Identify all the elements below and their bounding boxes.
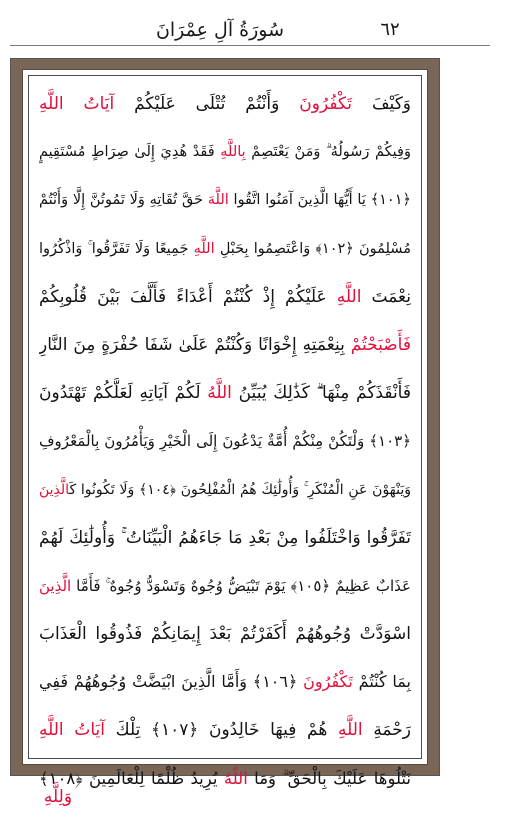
verse-text: بِمَا كُنْتُمْ [352,672,411,692]
verse-line [39,225,411,273]
verse-line [39,706,411,754]
verse-line [39,514,411,562]
verse-text: عَذَابٌ عَظِيمٌ ﴿١٠٥﴾ يَوْمَ تَبْيَضُّ وُجُوهٌ وَتَسْوَدُّ وُجُوهٌ ۚ فَأَمَّا [71,576,411,595]
verse-line [39,658,411,706]
verse-line [39,417,411,465]
frame-border [22,69,428,788]
highlighted-word: الَّذِينَ [39,576,72,595]
page-header [0,0,518,58]
highlighted-word: الَّذِينَ [39,481,70,498]
verse-line [39,321,411,369]
verse-text: فَقَدْ هُدِيَ إِلَىٰ صِرَاطٍ مُسْتَقِيمٍ [39,144,221,161]
verse-text: حَقَّ تُقَاتِهِ وَلَا تَمُوتُنَّ إِلَّا وَأَنْتُمْ [39,192,208,209]
verse-line [39,80,411,128]
verse-text: تَفَرَّقُوا وَاخْتَلَفُوا مِنْ بَعْدِ مَا جَاءَهُمُ الْبَيِّنَاتُ ۚ وَأُولَٰئِكَ لَهُمْ [39,527,411,548]
verse-text: وَأَنْتُمْ تُتْلَى عَلَيْكُمْ [114,94,300,114]
verse-text: هُمْ فِيهَا خَالِدُونَ ﴿١٠٧﴾ تِلْكَ [104,720,338,741]
verse-text: ﴿١٠٣﴾ وَلْتَكُنْ مِنْكُمْ أُمَّةٌ يَدْعُونَ إِلَى الْخَيْرِ وَيَأْمُرُونَ بِالْمَعْرُوفِ [39,432,411,451]
verse-line [39,273,411,321]
highlighted-word: فَأَصْبَحْتُمْ [350,334,411,355]
verse-line [39,755,411,803]
verse-text: نِعْمَتَ [361,286,411,307]
verse-text: ﴿١٠٦﴾ وَأَمَّا الَّذِينَ ابْيَضَّتْ وُجُوهُهُمْ فَفِي [39,672,304,692]
verse-line [39,369,411,417]
verse-line [39,176,411,224]
verse-text: جَمِيعًا وَلَا تَفَرَّقُوا ۚ وَاذْكُرُوا [39,240,194,257]
highlighted-word: بِاللَّهِ [220,144,246,161]
page-frame [10,58,440,788]
verse-text: يُرِيدُ ظُلْمًا لِلْعَالَمِينَ ﴿١٠٨﴾ [39,768,224,788]
verse-text: ﴿١٠١﴾ يَا أَيُّهَا الَّذِينَ آمَنُوا اتَّقُوا [228,192,411,209]
highlighted-word: آيَاتُ اللَّهِ [39,94,115,114]
verse-text: بِنِعْمَتِهِ إِخْوَانًا وَكُنْتُمْ عَلَىٰ شَفَا حُفْرَةٍ مِنَ النَّارِ [39,334,351,355]
highlighted-word: اللَّهِ [336,286,362,307]
verse-line [39,610,411,658]
highlighted-word: اللَّهِ [193,240,215,257]
verse-text: نَتْلُوهَا عَلَيْكَ بِالْحَقِّ ۗ وَمَا [247,768,411,788]
verse-text: وَفِيكُمْ رَسُولُهُ ۗ وَمَنْ يَعْتَصِمْ [245,144,411,161]
verse-text: فَأَنْقَذَكُمْ مِنْهَا ۗ كَذَٰلِكَ يُبَيِّنُ [231,383,411,404]
verse-text: مُسْلِمُونَ ﴿١٠٢﴾ وَاعْتَصِمُوا بِحَبْلِ [214,240,411,257]
header-rule [10,45,490,46]
text-panel [28,75,422,788]
highlighted-word: اللَّهُ [207,383,232,404]
highlighted-word: آيَاتُ اللَّهِ [39,720,105,741]
highlighted-word: اللَّهُ [223,768,248,788]
surah-title: سُورَةُ آلِ عِمْرَانَ [155,19,285,41]
highlighted-word: تَكْفُرُونَ [299,94,353,114]
footer-catchword: وَلِلَّهِ [43,787,73,807]
verse-line [39,466,411,514]
verse-text: اسْوَدَّتْ وُجُوهُهُمْ أَكَفَرْتُمْ بَعْدَ إِيمَانِكُمْ فَذُوقُوا الْعَذَابَ [39,624,411,645]
verse-line [39,562,411,610]
verse-text: وَكَيْفَ [352,94,411,114]
highlighted-word: تَكْفُرُونَ [303,672,353,692]
highlighted-word: اللَّهِ [338,720,363,741]
highlighted-word: اللَّهَ [207,192,229,209]
verse-text: وَيَنْهَوْنَ عَنِ الْمُنْكَرِ ۚ وَأُولَٰئِكَ هُمُ الْمُفْلِحُونَ ﴿١٠٤﴾ وَلَا تَكُونُوا كَ [69,481,411,498]
verse-text: عَلَيْكُمْ إِذْ كُنْتُمْ أَعْدَاءً فَأَلَّفَ بَيْنَ قُلُوبِكُمْ [39,286,337,307]
verse-line [39,128,411,176]
verse-lines [39,80,411,788]
verse-text: رَحْمَةِ [362,720,411,741]
page-number: ٦٢ [380,19,400,40]
verse-text: لَكُمْ آيَاتِهِ لَعَلَّكُمْ تَهْتَدُونَ [39,383,208,404]
